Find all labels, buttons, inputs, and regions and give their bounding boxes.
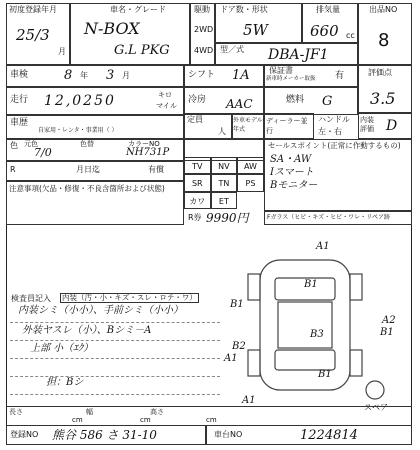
inspection-options: 内装（汚・小・キズ・スレ・ロテ・ワ） xyxy=(62,293,197,302)
recycle-ticket-label: R券 xyxy=(188,213,202,222)
rear-window xyxy=(275,350,335,370)
note-line-2 xyxy=(10,340,220,341)
displacement-unit: cc xyxy=(346,31,355,40)
score-value: 3.5 xyxy=(370,89,396,108)
door-label: ドア数・形状 xyxy=(220,5,268,14)
sales-item-3: Bモニター xyxy=(270,180,318,191)
handle-opts: 左・右 xyxy=(318,127,342,136)
diagram-label-b1-top: B1 xyxy=(304,279,318,290)
first-reg-month: 月 xyxy=(58,47,66,56)
colorno-value: NH731P xyxy=(126,147,170,158)
car-diagram xyxy=(220,240,390,410)
shift-value: 1A xyxy=(232,68,250,83)
color-value: 7/0 xyxy=(34,146,52,159)
equipment-option-et: ET xyxy=(211,192,238,209)
reki-label: 車歴 xyxy=(10,118,29,128)
diagram-label-b1-bottom: B1 xyxy=(318,369,332,380)
mileage-unit-km: キロ xyxy=(158,91,172,99)
lot-label: 出品NO xyxy=(369,5,398,14)
drive-4wd: 4WD xyxy=(194,46,214,55)
recycle-ticket-value: 9990円 xyxy=(206,211,249,225)
equipment-option-nv: NV xyxy=(211,157,238,174)
spare-tire xyxy=(366,381,384,399)
inspection-note-sub: 担：Bシ xyxy=(46,377,84,388)
notes-title: 注意事項(欠品・修復・不良含箇所および状態) xyxy=(9,184,165,193)
shaken-month-unit: 月 xyxy=(122,71,130,80)
car-name-label: 車名・グレード xyxy=(110,5,166,14)
length-unit: cm xyxy=(72,416,83,424)
door-value: 5W xyxy=(243,21,268,39)
recycle-date-value: 月日迄 xyxy=(76,165,100,174)
color-label: 色 xyxy=(10,141,18,150)
displacement-label: 排気量 xyxy=(316,5,340,14)
shaken-month: 3 xyxy=(106,68,115,83)
shaken-label: 車検 xyxy=(10,70,29,80)
equipment-option-aw: AW xyxy=(237,157,264,174)
note-line-4 xyxy=(10,376,220,377)
sales-item-1: SA・AW xyxy=(270,154,312,165)
diagram-label-b1-right: B1 xyxy=(380,327,394,338)
shaken-year-unit: 年 xyxy=(80,71,88,80)
diagram-label-a1-left: A1 xyxy=(224,353,238,364)
interior-label: 内装評価 xyxy=(360,116,374,133)
regno-value: 熊谷 586 さ 31-10 xyxy=(52,428,157,442)
front-right-wheel xyxy=(350,274,362,300)
equipment-option-sr: SR xyxy=(184,174,211,191)
front-left-wheel xyxy=(248,274,260,300)
diagram-label-b3: B3 xyxy=(310,329,324,340)
model-value: DBA-JF1 xyxy=(268,47,329,63)
shaken-year: 8 xyxy=(64,68,73,83)
dealer-label: ディーラー並行 xyxy=(266,117,308,135)
chassis-label: 車台NO xyxy=(214,430,243,439)
footer-divider xyxy=(6,406,412,407)
warranty-label: 保証書 xyxy=(269,66,293,75)
sales-item-2: Iスマート xyxy=(270,167,314,178)
inspection-note-1: 内装シミ（小小）、手前シミ（小小） xyxy=(18,305,183,316)
aircon-label: 冷房 xyxy=(188,95,207,105)
reki-options: 自家用・レンタ・事業用（ ） xyxy=(38,127,118,134)
equipment-grid xyxy=(184,157,264,209)
first-reg-value: 25/3 xyxy=(16,26,50,44)
spare-label: スペア xyxy=(364,403,388,412)
regno-label: 登録NO xyxy=(10,430,39,439)
rear-left-wheel xyxy=(248,350,260,376)
mileage-unit-mile: マイル xyxy=(156,102,177,110)
inspection-label: 検査員記入 xyxy=(11,294,51,303)
width-unit: cm xyxy=(140,416,151,424)
warranty-value: 有 xyxy=(335,71,345,81)
length-label: 長さ xyxy=(9,408,23,416)
color-orig-label: 元色 xyxy=(24,140,38,148)
roof xyxy=(278,302,332,348)
drive-label: 駆動 xyxy=(194,5,210,14)
capacity-unit: 人 xyxy=(218,127,226,136)
score-label: 評価点 xyxy=(368,68,392,77)
fuel-cell xyxy=(264,87,358,115)
equipment-option-カワ: カワ xyxy=(184,192,211,209)
first-reg-label: 初度登録年月 xyxy=(9,5,57,14)
yusho-label: 有償 xyxy=(148,165,164,174)
grade-value: G.L PKG xyxy=(114,43,170,58)
fuel-label: 燃料 xyxy=(286,95,305,105)
width-label: 幅 xyxy=(86,408,93,416)
height-unit: cm xyxy=(206,416,217,424)
capacity-label: 定員 xyxy=(187,115,203,124)
height-label: 高さ xyxy=(150,408,164,416)
drive-2wd: 2WD xyxy=(194,25,214,34)
color-change-label: 色替 xyxy=(80,140,94,148)
shaken-row xyxy=(6,65,184,87)
diagram-label-a1-bottom: A1 xyxy=(242,395,256,406)
equipment-option-ps: PS xyxy=(237,174,264,191)
diagram-label-b1-left: B1 xyxy=(230,299,244,310)
inspection-note-2: 外装ヤスレ（小）、Bシミ－A xyxy=(22,325,152,336)
lot-value: 8 xyxy=(378,30,390,51)
car-name-value: N-BOX xyxy=(84,19,140,38)
equipment-option-tv: TV xyxy=(184,157,211,174)
recycle-r-label: R xyxy=(10,165,16,174)
aircon-value: AAC xyxy=(226,97,253,111)
model-label: 型／式 xyxy=(220,45,244,54)
fuel-value: G xyxy=(322,94,333,109)
diagram-label-a1-top: A1 xyxy=(316,241,330,252)
interior-value: D xyxy=(386,118,398,134)
colorno-label: カラーNO xyxy=(128,140,160,148)
chassis-value: 1224814 xyxy=(300,428,358,443)
diagram-label-b2: B2 xyxy=(232,341,246,352)
warranty-sub: 新車時メーカー取扱 xyxy=(266,76,316,82)
glass-label: Fガラス（ヒビ・キズ・ヒビ・ワレ・リペア跡 xyxy=(267,214,391,221)
note-line-5 xyxy=(10,394,220,395)
rear-right-wheel xyxy=(350,350,362,376)
note-line-3 xyxy=(10,358,220,359)
diagram-label-a2: A2 xyxy=(382,315,396,326)
equipment-option-tn: TN xyxy=(211,174,238,191)
note-line-1 xyxy=(10,322,220,323)
handle-label: ハンドル xyxy=(318,115,350,124)
mileage-label: 走行 xyxy=(10,95,29,105)
import-label: 外車モデル年式 xyxy=(233,117,263,133)
mileage-value: 12,0250 xyxy=(44,93,116,109)
shift-label: シフト xyxy=(188,70,216,80)
inspection-note-3: 上部 小（ｴｸ） xyxy=(30,343,94,354)
sales-title: セールスポイント(正常に作動するもの) xyxy=(268,141,401,150)
displacement-value: 660 xyxy=(310,22,339,40)
